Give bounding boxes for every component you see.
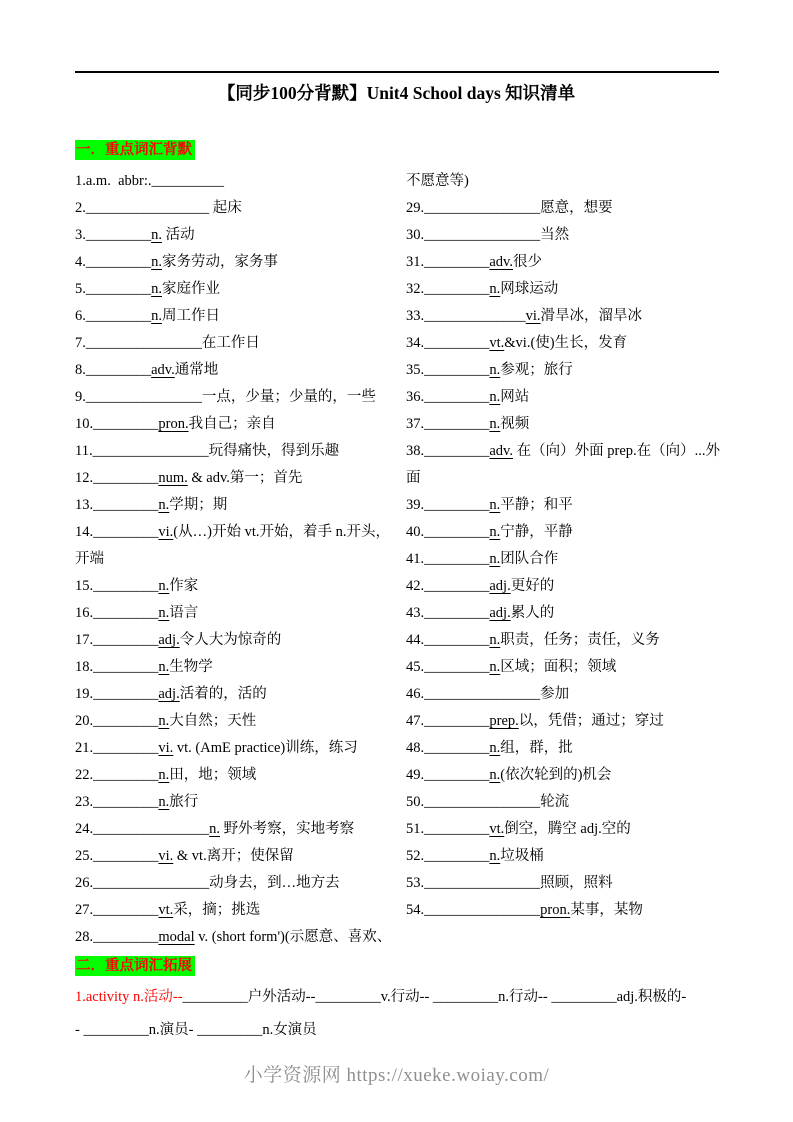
text-segment: 职责，任务；责任，义务 xyxy=(500,632,660,648)
text-segment: 当然 xyxy=(540,227,570,243)
text-segment: adj. xyxy=(158,686,180,702)
text-segment: n. xyxy=(158,605,170,621)
text-segment: 一点，少量；少量的，一些 xyxy=(201,389,376,405)
fill-in-blank: _________ xyxy=(93,740,159,756)
fill-in-blank: _________ xyxy=(93,470,159,486)
page-title: 【同步100分背默】Unit4 School days 知识清单 xyxy=(217,83,576,103)
vocab-item xyxy=(406,708,725,735)
fill-in-blank: _________ xyxy=(85,362,152,378)
text-segment: 15. xyxy=(75,578,94,594)
text-segment: 37. xyxy=(406,416,425,432)
text-segment: 平静；和平 xyxy=(500,497,573,513)
fill-in-blank: _________ xyxy=(93,497,159,513)
text-segment: 在工作日 xyxy=(201,335,260,351)
text-segment: & adv.第一；首先 xyxy=(187,470,303,486)
fill-in-blank: _________ xyxy=(424,740,490,756)
fill-in-blank: _________ xyxy=(85,308,152,324)
text-segment: n. xyxy=(158,578,170,594)
text-segment: 更好的 xyxy=(510,578,555,594)
text-segment: 不愿意等) xyxy=(406,173,469,189)
text-segment: 在（向）外面 prep.在（向）...外面 xyxy=(406,443,721,486)
text-segment: n. xyxy=(489,524,501,540)
text-segment: 作家 xyxy=(169,578,199,594)
vocab-item xyxy=(75,222,393,249)
section2-header-row xyxy=(75,956,725,976)
vocab-item xyxy=(406,411,725,438)
vocab-item xyxy=(406,195,725,222)
text-segment: adj. xyxy=(489,605,511,621)
text-segment: adj.积极的- xyxy=(616,989,687,1005)
text-segment: 2. xyxy=(75,200,86,216)
text-segment: 21. xyxy=(75,740,94,756)
text-segment: n. xyxy=(209,821,220,837)
text-segment: 54. xyxy=(406,902,425,918)
section2-body xyxy=(75,981,725,1047)
text-segment: n. xyxy=(489,767,501,783)
text-segment: 32. xyxy=(406,281,425,297)
text-segment: 1.a.m. abbr:. xyxy=(75,173,152,189)
section2-header: 二．重点词汇拓展 xyxy=(75,956,195,976)
vocab-item xyxy=(406,330,725,357)
text-segment: n. xyxy=(489,416,501,432)
text-segment: 16. xyxy=(75,605,94,621)
vocab-item xyxy=(75,276,393,303)
vocab-item xyxy=(75,411,393,438)
fill-in-blank: _________ xyxy=(93,578,159,594)
text-segment: 网站 xyxy=(500,389,530,405)
fill-in-blank: _________ xyxy=(424,551,490,567)
text-segment: adv. xyxy=(151,362,175,378)
vocab-item xyxy=(406,735,725,762)
text-segment: 28. xyxy=(75,929,94,945)
text-segment: vi. xyxy=(525,308,541,324)
text-segment: n. xyxy=(151,227,162,243)
text-segment: n. xyxy=(489,848,501,864)
page-content xyxy=(75,140,725,1047)
text-segment: pron. xyxy=(158,416,189,432)
vocab-item xyxy=(75,168,393,195)
text-segment: 团队合作 xyxy=(500,551,559,567)
text-segment: 48. xyxy=(406,740,425,756)
section1-header-row xyxy=(75,140,725,160)
text-segment: 宁静，平静 xyxy=(500,524,573,540)
text-segment: 生物学 xyxy=(169,659,213,675)
text-segment: vi. xyxy=(158,740,174,756)
fill-in-blank: _________ xyxy=(432,989,499,1005)
vocab-item xyxy=(406,870,725,897)
fill-in-blank: ________________ xyxy=(424,686,541,702)
text-segment: n. xyxy=(158,794,170,810)
text-segment: n. xyxy=(151,254,162,270)
fill-in-blank: _________ xyxy=(93,902,159,918)
fill-in-blank: _________ xyxy=(424,281,490,297)
fill-in-blank: _________ xyxy=(93,686,159,702)
text-segment: 22. xyxy=(75,767,94,783)
text-segment: 4. xyxy=(75,254,86,270)
fill-in-blank: ________________ xyxy=(93,821,210,837)
vocab-item xyxy=(75,924,393,951)
fill-in-blank: _________________ xyxy=(85,200,210,216)
text-segment: 6. xyxy=(75,308,86,324)
text-segment: 47. xyxy=(406,713,425,729)
text-segment: 50. xyxy=(406,794,425,810)
fill-in-blank: _________ xyxy=(93,416,159,432)
text-segment: n. xyxy=(489,659,501,675)
text-segment: n. xyxy=(151,281,162,297)
vocab-item xyxy=(406,573,725,600)
vocab-item xyxy=(75,816,393,843)
vocab-item xyxy=(406,249,725,276)
vocab-item xyxy=(406,897,725,924)
text-segment: 活着的，活的 xyxy=(179,686,267,702)
fill-in-blank: ______________ xyxy=(424,308,526,324)
vocab-item xyxy=(75,330,393,357)
vocab-column-left xyxy=(75,168,393,951)
vocab-item xyxy=(406,438,725,492)
fill-in-blank: _________ xyxy=(93,659,159,675)
text-segment: vt. xyxy=(158,902,174,918)
text-segment: 27. xyxy=(75,902,94,918)
vocab-item xyxy=(406,168,725,195)
text-segment: 23. xyxy=(75,794,94,810)
vocab-item xyxy=(406,222,725,249)
text-segment: 区域；面积；领域 xyxy=(500,659,617,675)
text-segment: 轮流 xyxy=(540,794,570,810)
fill-in-blank: _________ xyxy=(93,605,159,621)
text-segment: vt. xyxy=(489,335,505,351)
text-segment: 倒空，腾空 adj.空的 xyxy=(504,821,631,837)
fill-in-blank: _________ xyxy=(424,524,490,540)
text-segment: n. xyxy=(158,497,170,513)
text-segment: 田，地；领域 xyxy=(169,767,257,783)
fill-in-blank: _________ xyxy=(424,713,490,729)
vocab-columns xyxy=(75,168,725,951)
text-segment: 参观；旅行 xyxy=(500,362,573,378)
text-segment: 29. xyxy=(406,200,425,216)
text-segment: v. (short form')(示愿意、喜欢、 xyxy=(194,929,392,945)
text-segment: vi. xyxy=(158,524,174,540)
fill-in-blank: _________ xyxy=(424,362,490,378)
text-segment: 1.activity n.活动-- xyxy=(75,989,183,1005)
fill-in-blank: _________ xyxy=(424,767,490,783)
vocab-column-right xyxy=(406,168,725,951)
text-segment: 53. xyxy=(406,875,425,891)
text-segment: 8. xyxy=(75,362,86,378)
text-segment: 11. xyxy=(75,443,93,459)
text-segment: 43. xyxy=(406,605,425,621)
fill-in-blank: _________ xyxy=(197,1022,263,1038)
text-segment: 家务劳动，家务事 xyxy=(162,254,278,270)
vocab-item xyxy=(75,573,393,600)
text-segment: n. xyxy=(489,389,501,405)
text-segment: 起床 xyxy=(209,200,242,216)
text-segment: 动身去，到…地方去 xyxy=(209,875,340,891)
text-segment: num. xyxy=(158,470,188,486)
text-segment: 31. xyxy=(406,254,425,270)
footer-watermark: 小学资源网 https://xueke.woiay.com/ xyxy=(243,1065,550,1086)
vocab-item xyxy=(406,519,725,546)
section1-header: 一．重点词汇背默 xyxy=(75,140,195,160)
text-segment: 垃圾桶 xyxy=(500,848,544,864)
vocab-item xyxy=(406,492,725,519)
text-segment: 25. xyxy=(75,848,94,864)
text-segment: 5. xyxy=(75,281,86,297)
text-segment: 36. xyxy=(406,389,425,405)
text-segment: 旅行 xyxy=(169,794,199,810)
text-segment: 46. xyxy=(406,686,425,702)
text-segment: v.行动-- xyxy=(380,989,433,1005)
vocab-item xyxy=(406,789,725,816)
text-segment: 某事，某物 xyxy=(570,902,643,918)
fill-in-blank: _________ xyxy=(182,989,248,1005)
vocab-item xyxy=(75,249,393,276)
vocab-item xyxy=(75,762,393,789)
text-segment: 52. xyxy=(406,848,425,864)
text-segment: 照顾，照料 xyxy=(540,875,613,891)
text-segment: 44. xyxy=(406,632,425,648)
text-segment: 语言 xyxy=(169,605,199,621)
vocab-item xyxy=(75,492,393,519)
fill-in-blank: _________ xyxy=(424,605,490,621)
text-segment: 通常地 xyxy=(174,362,219,378)
fill-in-blank: _________ xyxy=(85,281,152,297)
text-segment: (依次轮到的)机会 xyxy=(500,767,612,783)
text-segment: 20. xyxy=(75,713,94,729)
text-segment: 41. xyxy=(406,551,425,567)
vocab-item xyxy=(75,735,393,762)
text-segment: 35. xyxy=(406,362,425,378)
fill-in-blank: ________________ xyxy=(424,200,541,216)
vocab-item xyxy=(75,897,393,924)
vocab-item xyxy=(75,357,393,384)
vocab-item xyxy=(75,195,393,222)
fill-in-blank: _________ xyxy=(424,254,490,270)
vocab-item xyxy=(75,465,393,492)
fill-in-blank: _________ xyxy=(424,659,490,675)
text-segment: 12. xyxy=(75,470,94,486)
text-segment: 采，摘；挑选 xyxy=(173,902,261,918)
text-segment: 24. xyxy=(75,821,94,837)
text-segment: 26. xyxy=(75,875,94,891)
text-segment: 33. xyxy=(406,308,425,324)
text-segment: 大自然；天性 xyxy=(169,713,257,729)
text-segment: 滑旱冰，溜旱冰 xyxy=(540,308,643,324)
text-segment: 我自己；亲自 xyxy=(188,416,276,432)
fill-in-blank: __________ xyxy=(151,173,225,189)
vocab-item xyxy=(406,546,725,573)
fill-in-blank: _________ xyxy=(315,989,381,1005)
text-segment: n.行动-- xyxy=(498,989,552,1005)
text-segment: n. xyxy=(489,551,501,567)
text-segment: adv. xyxy=(489,443,513,459)
vocab-item xyxy=(75,1014,725,1047)
vocab-item xyxy=(406,654,725,681)
fill-in-blank: _________ xyxy=(424,497,490,513)
fill-in-blank: _________ xyxy=(93,767,159,783)
text-segment: adj. xyxy=(489,578,511,594)
fill-in-blank: _________ xyxy=(424,389,490,405)
vocab-item xyxy=(406,357,725,384)
vocab-item xyxy=(75,384,393,411)
text-segment: 学期；期 xyxy=(169,497,228,513)
text-segment: 户外活动-- xyxy=(247,989,316,1005)
text-segment: n.女演员 xyxy=(262,1022,317,1038)
fill-in-blank: _________ xyxy=(93,713,159,729)
text-segment: 累人的 xyxy=(510,605,555,621)
text-segment: modal xyxy=(158,929,195,945)
text-segment: 18. xyxy=(75,659,94,675)
text-segment: n. xyxy=(489,362,501,378)
text-segment: adj. xyxy=(158,632,180,648)
text-segment: pron. xyxy=(540,902,571,918)
text-segment: 活动 xyxy=(162,227,195,243)
fill-in-blank: _________ xyxy=(551,989,617,1005)
vocab-item xyxy=(75,789,393,816)
fill-in-blank: ________________ xyxy=(92,443,209,459)
text-segment: 3. xyxy=(75,227,86,243)
text-segment: - xyxy=(75,1022,84,1038)
vocab-item xyxy=(406,384,725,411)
text-segment: 14. xyxy=(75,524,94,540)
vocab-item xyxy=(406,762,725,789)
text-segment: n. xyxy=(158,767,170,783)
title-rule xyxy=(75,71,719,73)
text-segment: 很少 xyxy=(513,254,542,270)
vocab-item xyxy=(406,816,725,843)
fill-in-blank: _________ xyxy=(424,848,490,864)
fill-in-blank: _________ xyxy=(424,578,490,594)
vocab-item xyxy=(406,627,725,654)
text-segment: n. xyxy=(489,740,501,756)
text-segment: adv. xyxy=(489,254,513,270)
fill-in-blank: _________ xyxy=(93,848,159,864)
fill-in-blank: ________________ xyxy=(85,389,202,405)
fill-in-blank: _________ xyxy=(424,416,490,432)
text-segment: 40. xyxy=(406,524,425,540)
text-segment: 19. xyxy=(75,686,94,702)
text-segment: 13. xyxy=(75,497,94,513)
text-segment: 39. xyxy=(406,497,425,513)
text-segment: 38. xyxy=(406,443,425,459)
text-segment: 7. xyxy=(75,335,86,351)
fill-in-blank: _________ xyxy=(424,821,490,837)
fill-in-blank: _________ xyxy=(83,1022,149,1038)
text-segment: n.演员- xyxy=(148,1022,198,1038)
text-segment: n. xyxy=(489,497,501,513)
text-segment: 34. xyxy=(406,335,425,351)
vocab-item xyxy=(75,981,725,1014)
fill-in-blank: _________ xyxy=(85,227,152,243)
vocab-item xyxy=(75,303,393,330)
fill-in-blank: _________ xyxy=(93,632,159,648)
fill-in-blank: _________ xyxy=(424,335,490,351)
text-segment: n. xyxy=(158,659,170,675)
text-segment: 45. xyxy=(406,659,425,675)
text-segment: 令人大为惊奇的 xyxy=(179,632,282,648)
vocab-item xyxy=(406,303,725,330)
text-segment: vt. xyxy=(489,821,505,837)
vocab-item xyxy=(406,843,725,870)
text-segment: 10. xyxy=(75,416,94,432)
vocab-item xyxy=(406,600,725,627)
text-segment: 参加 xyxy=(540,686,570,702)
vocab-item xyxy=(406,681,725,708)
fill-in-blank: _________ xyxy=(93,929,159,945)
vocab-item xyxy=(75,654,393,681)
text-segment: 愿意，想要 xyxy=(540,200,613,216)
vocab-item xyxy=(75,708,393,735)
text-segment: 野外考察，实地考察 xyxy=(220,821,355,837)
text-segment: vi. xyxy=(158,848,174,864)
fill-in-blank: ________________ xyxy=(424,227,541,243)
vocab-item xyxy=(75,438,393,465)
text-segment: (从…)开始 vt.开始，着手 n.开头，开端 xyxy=(75,524,390,567)
vocab-item xyxy=(75,870,393,897)
text-segment: n. xyxy=(489,632,501,648)
text-segment: n. xyxy=(151,308,162,324)
vocab-item xyxy=(75,843,393,870)
text-segment: 以，凭借；通过；穿过 xyxy=(518,713,664,729)
text-segment: 组，群，批 xyxy=(500,740,573,756)
text-segment: 家庭作业 xyxy=(162,281,220,297)
fill-in-blank: _________ xyxy=(93,794,159,810)
text-segment: 9. xyxy=(75,389,86,405)
text-segment: 30. xyxy=(406,227,425,243)
text-segment: 玩得痛快，得到乐趣 xyxy=(208,443,340,459)
text-segment: n. xyxy=(489,281,501,297)
vocab-item xyxy=(75,600,393,627)
vocab-item xyxy=(75,519,393,573)
fill-in-blank: ________________ xyxy=(424,875,541,891)
fill-in-blank: _________ xyxy=(85,254,152,270)
text-segment: vt. (AmE practice)训练，练习 xyxy=(173,740,358,756)
fill-in-blank: ________________ xyxy=(424,902,541,918)
text-segment: 周工作日 xyxy=(162,308,220,324)
text-segment: 视频 xyxy=(500,416,530,432)
text-segment: 42. xyxy=(406,578,425,594)
fill-in-blank: _________ xyxy=(93,524,159,540)
fill-in-blank: _________ xyxy=(424,632,490,648)
text-segment: & vt.离开；使保留 xyxy=(173,848,294,864)
fill-in-blank: _________ xyxy=(424,443,490,459)
text-segment: 网球运动 xyxy=(500,281,559,297)
text-segment: 51. xyxy=(406,821,425,837)
text-segment: &vi.(使)生长，发育 xyxy=(504,335,628,351)
fill-in-blank: ________________ xyxy=(424,794,541,810)
vocab-item xyxy=(406,276,725,303)
text-segment: 49. xyxy=(406,767,425,783)
text-segment: prep. xyxy=(489,713,519,729)
vocab-item xyxy=(75,681,393,708)
text-segment: 17. xyxy=(75,632,94,648)
fill-in-blank: ________________ xyxy=(93,875,210,891)
text-segment: n. xyxy=(158,713,170,729)
vocab-item xyxy=(75,627,393,654)
fill-in-blank: ________________ xyxy=(85,335,202,351)
